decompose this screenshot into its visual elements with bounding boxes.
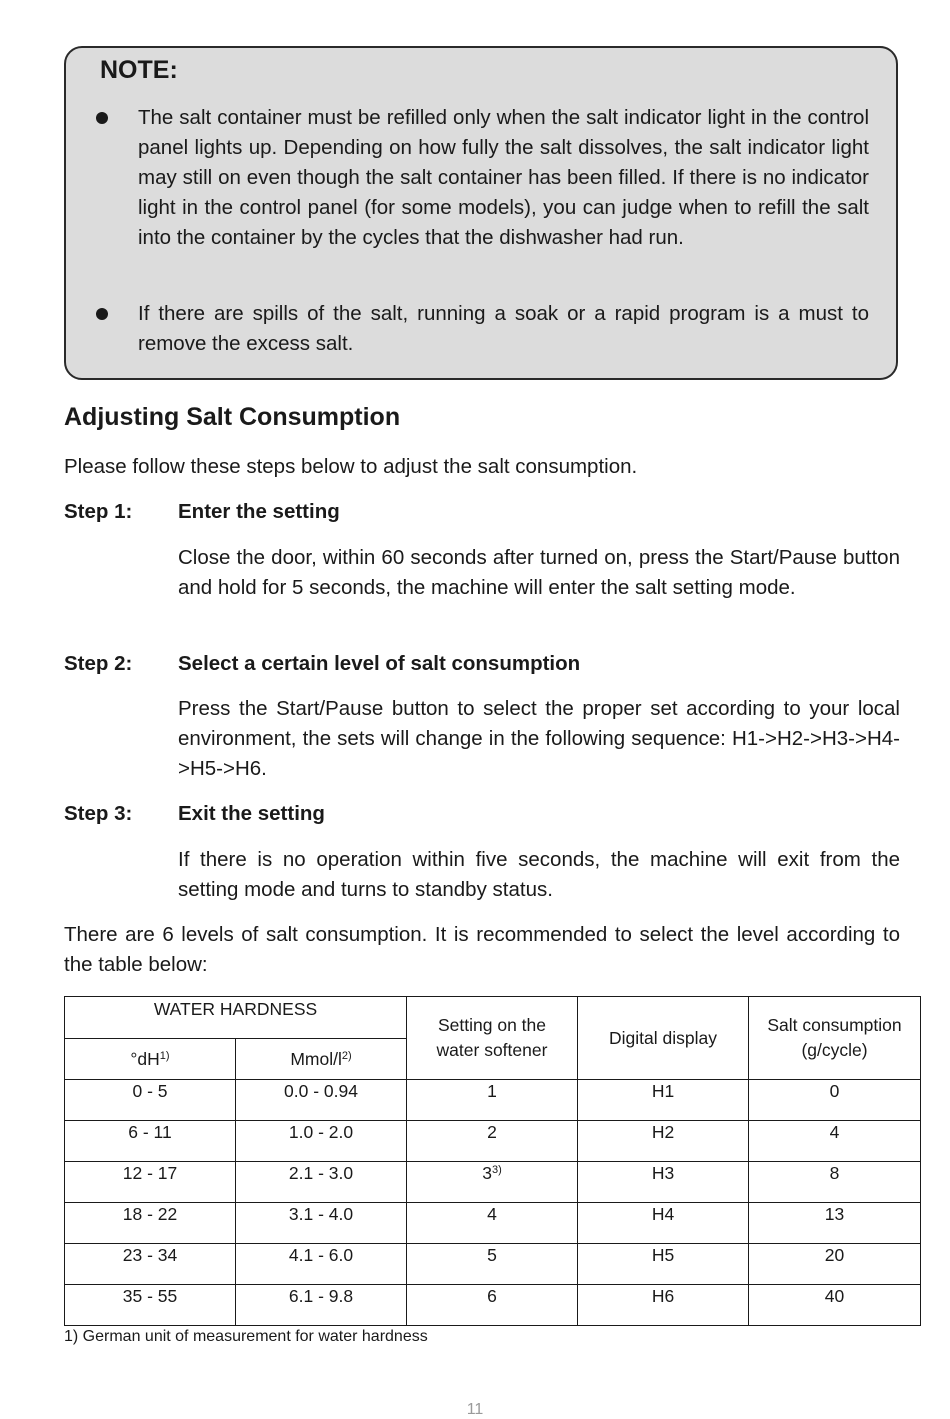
water-hardness-header: WATER HARDNESS: [65, 997, 407, 1039]
dh-cell: 0 - 5: [65, 1080, 236, 1121]
mmol-header: Mmol/$l^{2)}$: [236, 1039, 407, 1080]
salt-cell: 40: [749, 1285, 921, 1326]
setting-cell: 1: [407, 1080, 578, 1121]
salt-table: [64, 996, 921, 1326]
mmol-cell: 3.1 - 4.0: [236, 1203, 407, 1244]
setting-cell: 5: [407, 1244, 578, 1285]
salt-cell: 13: [749, 1203, 921, 1244]
step-body: Close the door, within 60 seconds after turned on, press the Start/Pause button and hold for 5 seconds, the machine will enter the salt setting mode.: [178, 546, 900, 599]
page-number: 11: [466, 1401, 484, 1418]
salt-header: Salt consumption (g/cycle): [749, 997, 921, 1080]
salt-cell: 20: [749, 1244, 921, 1285]
bullet-icon: [96, 112, 108, 124]
table-row: [65, 1121, 921, 1162]
bullet-icon: [96, 308, 108, 320]
mmol-cell: 6.1 - 9.8: [236, 1285, 407, 1326]
salt-cell: 8: [749, 1162, 921, 1203]
table-row: [65, 1162, 921, 1203]
table-header-row: [65, 997, 921, 1039]
note-title: NOTE:: [100, 56, 178, 84]
step-body: Press the Start/Pause button to select the proper set according to your local environment, the sets will change in the following sequence: H1->H2->H3->H4->H5->H6.: [178, 697, 900, 780]
dh-cell: 23 - 34: [65, 1244, 236, 1285]
step-label: Step 1:: [64, 500, 133, 523]
setting-cell: 4: [407, 1203, 578, 1244]
salt-cell: 4: [749, 1121, 921, 1162]
step-title: Enter the setting: [178, 500, 340, 523]
note-item: The salt container must be refilled only when the salt indicator light in the control panel lights up. Depending on how fully the salt dissolves, the salt indicator light may still on even though the salt container has been filled. If there is no indicator light in the control panel (for some models), you can judge when to refill the salt into the container by the cycles that the dishwasher had run.: [138, 106, 869, 249]
step-body: If there is no operation within five seconds, the machine will exit from the setting mode and turns to standby status.: [178, 848, 900, 901]
step-title: Select a certain level of salt consumption: [178, 652, 581, 675]
display-cell: H4: [578, 1203, 749, 1244]
display-cell: H1: [578, 1080, 749, 1121]
dh-header: $^\circ dH^{1)}$: [65, 1039, 236, 1080]
display-header: Digital display: [578, 997, 749, 1080]
mmol-cell: 0.0 - 0.94: [236, 1080, 407, 1121]
display-cell: H2: [578, 1121, 749, 1162]
display-cell: H5: [578, 1244, 749, 1285]
section-title: Adjusting Salt Consumption: [64, 403, 401, 431]
section-intro: Please follow these steps below to adjust the salt consumption.: [64, 455, 638, 478]
setting-cell: 2: [407, 1121, 578, 1162]
table-row: [65, 1080, 921, 1121]
salt-cell: 0: [749, 1080, 921, 1121]
footnote: 1) German unit of measurement for water hardness: [64, 1328, 428, 1345]
dh-cell: 12 - 17: [65, 1162, 236, 1203]
note-box: [64, 46, 898, 380]
dh-cell: 6 - 11: [65, 1121, 236, 1162]
display-cell: H6: [578, 1285, 749, 1326]
table-row: [65, 1203, 921, 1244]
mmol-cell: 4.1 - 6.0: [236, 1244, 407, 1285]
note-item: If there are spills of the salt, running a soak or a rapid program is a must to remove the excess salt.: [138, 302, 869, 355]
setting-header: Setting on the water softener: [407, 997, 578, 1080]
step-label: Step 2:: [64, 652, 133, 675]
mmol-cell: 1.0 - 2.0: [236, 1121, 407, 1162]
table-row: [65, 1244, 921, 1285]
step-label: Step 3:: [64, 802, 133, 825]
setting-cell: 6: [407, 1285, 578, 1326]
levels-text: There are 6 levels of salt consumption. It is recommended to select the level according to the table below:: [64, 923, 900, 976]
setting-cell: 3$^{3)}$: [407, 1162, 578, 1203]
display-cell: H3: [578, 1162, 749, 1203]
step-title: Exit the setting: [178, 802, 325, 825]
dh-cell: 18 - 22: [65, 1203, 236, 1244]
dh-cell: 35 - 55: [65, 1285, 236, 1326]
mmol-cell: 2.1 - 3.0: [236, 1162, 407, 1203]
table-row: [65, 1285, 921, 1326]
